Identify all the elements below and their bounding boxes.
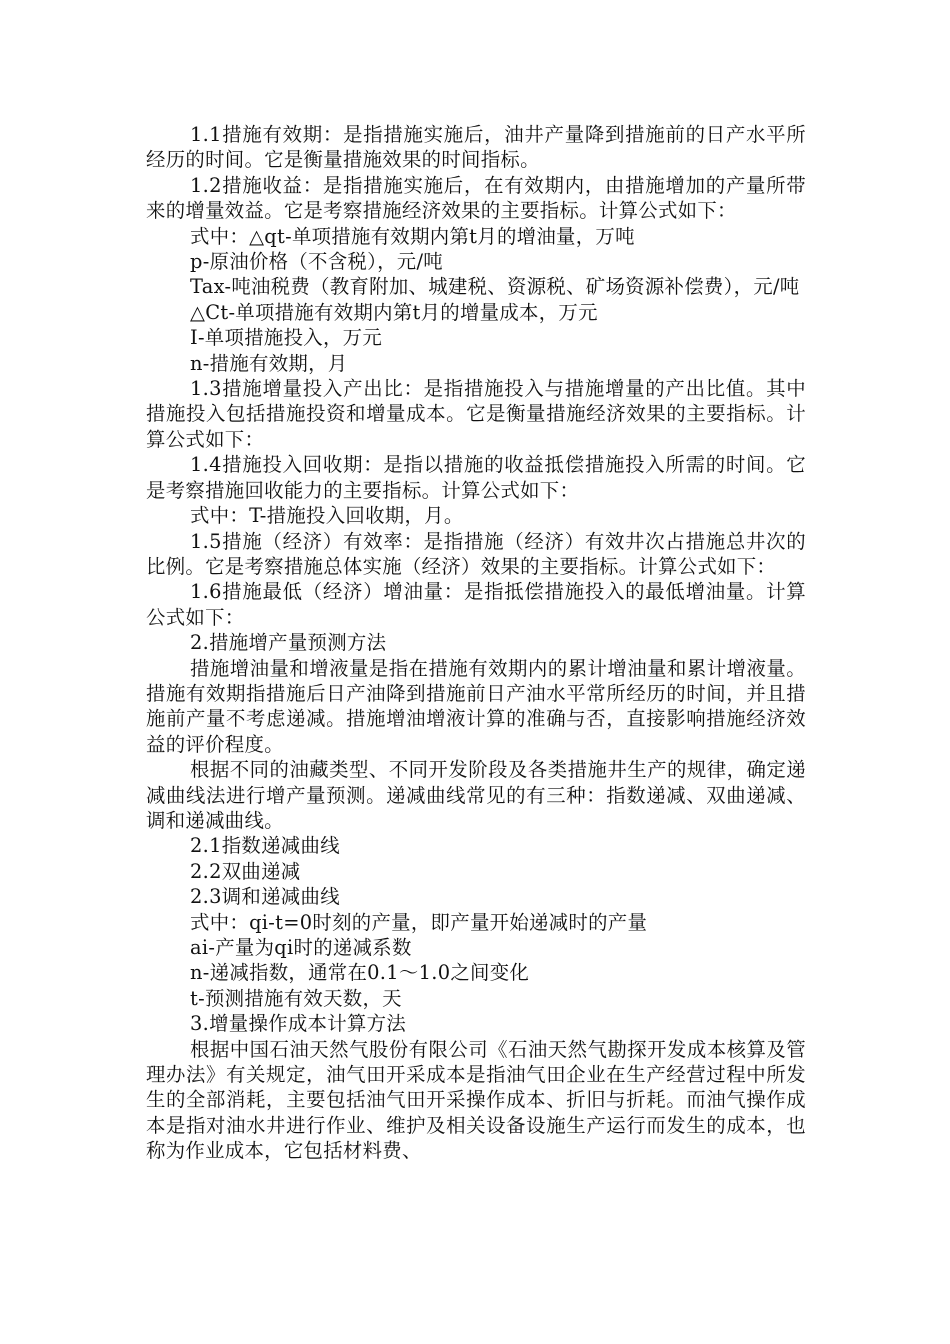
paragraph-1-1-validity: 1.1措施有效期：是指措施实施后，油井产量降到措施前的日产水平所经历的时间。它是衡量措施效果的时间指标。 xyxy=(146,123,806,172)
document-body xyxy=(146,122,806,1164)
paragraph-1-6-min-increment: 1.6措施最低（经济）增油量：是指抵偿措施投入的最低增油量。计算公式如下： xyxy=(146,580,806,629)
heading-3-operating-cost: 3.增量操作成本计算方法 xyxy=(190,1012,407,1036)
formula-note-dct: △Ct-单项措施有效期内第t月的增量成本，万元 xyxy=(190,300,598,324)
formula-note-payback: 式中：T-措施投入回收期，月。 xyxy=(190,504,464,528)
paragraph-increment-definition: 措施增油量和增液量是指在措施有效期内的累计增油量和累计增液量。措施有效期指措施后日产油降到措施前日产油水平常所经历的时间，并且措施前产量不考虑递减。措施增油增液计算的准确与否，直接影响措施经济效益的评价程度。 xyxy=(146,656,806,756)
paragraph-decline-curves: 根据不同的油藏类型、不同开发阶段及各类措施井生产的规律，确定递减曲线法进行增产量预测。递减曲线常见的有三种：指数递减、双曲递减、调和递减曲线。 xyxy=(146,758,806,832)
formula-note-ai: ai-产量为qi时的递减系数 xyxy=(190,936,412,959)
formula-note-tax: Tax-吨油税费（教育附加、城建税、资源税、矿场资源补偿费），元/吨 xyxy=(190,275,800,299)
paragraph-1-3-io-ratio: 1.3措施增量投入产出比：是指措施投入与措施增量的产出比值。其中措施投入包括措施投资和增量成本。它是衡量措施经济效果的主要指标。计算公式如下： xyxy=(146,377,806,451)
heading-2-1-exponential: 2.1指数递减曲线 xyxy=(190,834,340,858)
paragraph-1-5-efficiency: 1.5措施（经济）有效率：是指措施（经济）有效井次占措施总井次的比例。它是考察措施总体实施（经济）效果的主要指标。计算公式如下： xyxy=(146,529,806,578)
heading-2-3-harmonic: 2.3调和递减曲线 xyxy=(190,885,340,909)
formula-note-price: p-原油价格（不含税），元/吨 xyxy=(190,250,443,274)
formula-note-t: t-预测措施有效天数，天 xyxy=(190,986,402,1010)
paragraph-operating-cost: 根据中国石油天然气股份有限公司《石油天然气勘探开发成本核算及管理办法》有关规定，油气田开采成本是指油气田企业在生产经营过程中所发生的全部消耗，主要包括油气田开采操作成本、折旧与折耗。而油气操作成本是指对油水井进行作业、维护及相关设备设施生产运行而发生的成本，也称为作业成本，它包括材料费、 xyxy=(146,1037,806,1163)
paragraph-1-4-payback: 1.4措施投入回收期：是指以措施的收益抵偿措施投入所需的时间。它是考察措施回收能力的主要指标。计算公式如下： xyxy=(146,453,806,502)
formula-note-qi: 式中：qi-t=0时刻的产量，即产量开始递减时的产量 xyxy=(190,910,648,934)
formula-note-n: n-递减指数，通常在0.1～1.0之间变化 xyxy=(190,961,530,985)
paragraph-1-2-revenue: 1.2措施收益：是指措施实施后，在有效期内，由措施增加的产量所带来的增量效益。它是考察措施经济效果的主要指标。计算公式如下： xyxy=(146,173,806,223)
formula-note-dqt: 式中：△qt-单项措施有效期内第t月的增油量，万吨 xyxy=(190,224,635,248)
formula-note-investment: I-单项措施投入，万元 xyxy=(190,326,383,350)
heading-2-2-hyperbolic: 2.2双曲递减 xyxy=(190,859,301,883)
heading-2-forecast-method: 2.措施增产量预测方法 xyxy=(190,631,387,655)
formula-note-period: n-措施有效期，月 xyxy=(190,351,348,375)
